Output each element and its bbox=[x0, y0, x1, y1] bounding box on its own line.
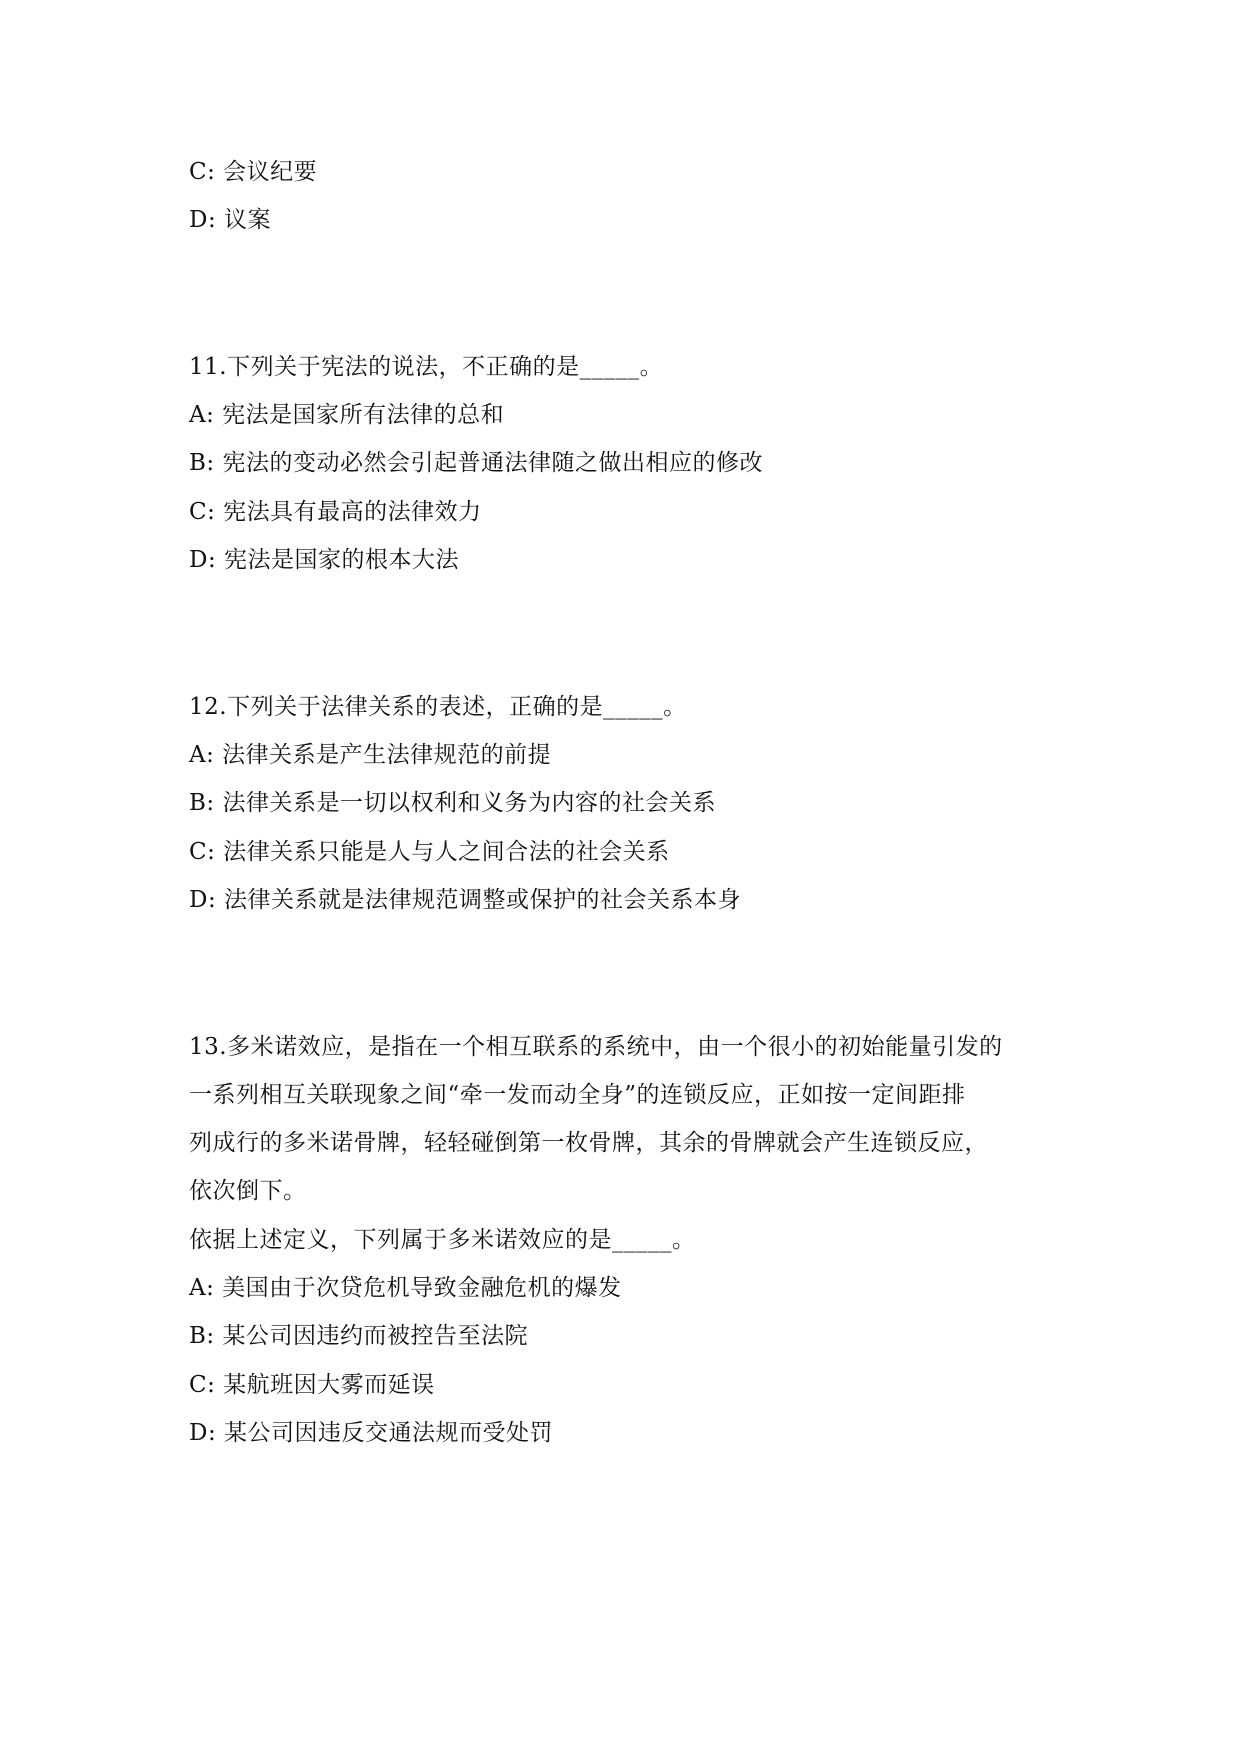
q12-option-b: B: 法律关系是一切以权利和义务为内容的社会关系 bbox=[189, 790, 716, 816]
q10-option-c: C: 会议纪要 bbox=[189, 159, 318, 185]
q11-option-a: A: 宪法是国家所有法律的总和 bbox=[189, 402, 505, 428]
q13-option-b: B: 某公司因违约而被控告至法院 bbox=[189, 1323, 528, 1349]
q11-option-c: C: 宪法具有最高的法律效力 bbox=[189, 499, 482, 525]
q13-option-a: A: 美国由于次贷危机导致金融危机的爆发 bbox=[189, 1275, 622, 1301]
q11-option-b: B: 宪法的变动必然会引起普通法律随之做出相应的修改 bbox=[189, 450, 763, 476]
q13-stem-line-4: 依次倒下。 bbox=[189, 1178, 307, 1204]
q13-stem-line-1: 13.多米诺效应，是指在一个相互联系的系统中，由一个很小的初始能量引发的 bbox=[189, 1034, 1003, 1060]
q13-option-c: C: 某航班因大雾而延误 bbox=[189, 1372, 435, 1398]
q12-option-d: D: 法律关系就是法律规范调整或保护的社会关系本身 bbox=[189, 887, 742, 913]
q13-option-d: D: 某公司因违反交通法规而受处罚 bbox=[189, 1420, 554, 1446]
q12-option-c: C: 法律关系只能是人与人之间合法的社会关系 bbox=[189, 839, 670, 865]
q12-stem: 12.下列关于法律关系的表述，正确的是_____。 bbox=[189, 694, 687, 720]
q13-stem-line-3: 列成行的多米诺骨牌，轻轻碰倒第一枚骨牌，其余的骨牌就会产生连锁反应， bbox=[189, 1130, 988, 1156]
q11-option-d: D: 宪法是国家的根本大法 bbox=[189, 547, 460, 573]
q12-option-a: A: 法律关系是产生法律规范的前提 bbox=[189, 742, 552, 768]
q10-option-d: D: 议案 bbox=[189, 207, 272, 233]
q13-stem-line-2: 一系列相互关联现象之间“牵一发而动全身”的连锁反应，正如按一定间距排 bbox=[189, 1082, 966, 1108]
q13-question: 依据上述定义，下列属于多米诺效应的是_____。 bbox=[189, 1227, 696, 1253]
q11-stem: 11.下列关于宪法的说法，不正确的是_____。 bbox=[189, 354, 664, 380]
